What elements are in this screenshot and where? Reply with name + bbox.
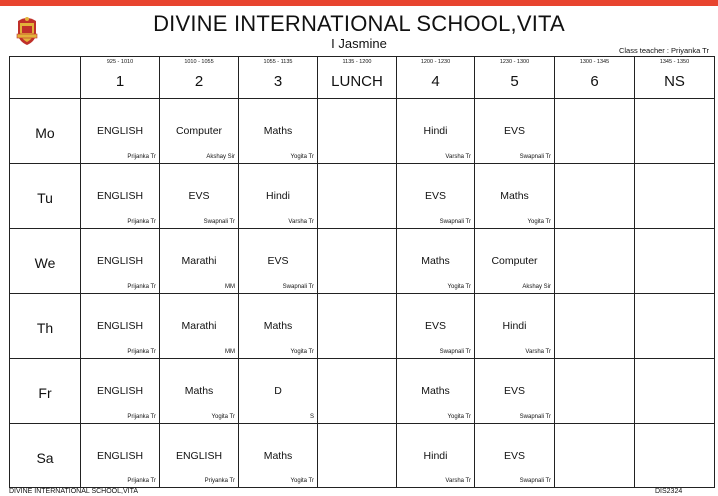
- timetable-cell: [239, 164, 318, 229]
- subject-label: Hindi: [266, 190, 290, 202]
- timetable-cell: [318, 424, 397, 488]
- timetable-cell: [635, 229, 715, 294]
- day-cell: [10, 99, 81, 164]
- teacher-label: Varsha Tr: [445, 478, 471, 484]
- teacher-label: Varsha Tr: [288, 219, 314, 225]
- timetable-cell: [397, 424, 475, 488]
- day-row: [10, 424, 715, 488]
- day-row: [10, 99, 715, 164]
- timetable-cell: [81, 99, 160, 164]
- period-time: 1010 - 1055: [184, 59, 214, 65]
- subject-label: EVS: [188, 190, 210, 202]
- timetable-cell: [239, 99, 318, 164]
- subject-label: Computer: [491, 255, 538, 267]
- period-label: 3: [273, 73, 283, 90]
- period-header: [635, 57, 715, 99]
- timetable-cell: [555, 164, 635, 229]
- subject-label: Maths: [184, 385, 214, 397]
- subject-label: EVS: [424, 320, 446, 332]
- teacher-label: Akshay Sir: [206, 154, 235, 160]
- teacher-label: Priyanka Tr: [204, 478, 235, 484]
- subject-label: EVS: [267, 255, 289, 267]
- timetable-cell: [555, 294, 635, 359]
- teacher-label: Yogita Tr: [290, 154, 314, 160]
- subject-label: Maths: [263, 450, 293, 462]
- day-label: Mo: [35, 125, 55, 141]
- timetable-cell: [81, 229, 160, 294]
- timetable-cell: [397, 359, 475, 424]
- day-row: [10, 294, 715, 359]
- subject-label: ENGLISH: [96, 450, 144, 462]
- period-label: 1: [115, 73, 125, 90]
- teacher-label: Prijanka Tr: [127, 284, 156, 290]
- timetable-cell: [81, 294, 160, 359]
- teacher-label: Prijanka Tr: [127, 414, 156, 420]
- timetable-cell: [318, 229, 397, 294]
- day-cell: [10, 294, 81, 359]
- subject-label: Computer: [175, 125, 223, 137]
- subject-label: Maths: [421, 385, 450, 397]
- teacher-label: Yogita Tr: [211, 414, 235, 420]
- timetable-cell: [635, 164, 715, 229]
- teacher-label: Varsha Tr: [445, 154, 471, 160]
- corner-cell: [10, 57, 81, 99]
- period-time: 1135 - 1200: [342, 59, 372, 65]
- timetable-cell: [160, 229, 239, 294]
- subject-label: ENGLISH: [96, 190, 144, 202]
- subject-label: Maths: [421, 255, 450, 267]
- timetable-cell: [475, 164, 555, 229]
- timetable-cell: [475, 359, 555, 424]
- teacher-label: Yogita Tr: [447, 284, 471, 290]
- day-cell: [10, 164, 81, 229]
- class-name: I Jasmine: [331, 36, 387, 51]
- timetable-cell: [160, 294, 239, 359]
- timetable-cell: [318, 294, 397, 359]
- subject-label: D: [274, 385, 282, 397]
- footer-code: DIS2324: [655, 488, 683, 495]
- timetable-cell: [397, 294, 475, 359]
- timetable-cell: [555, 99, 635, 164]
- timetable-cell: [635, 99, 715, 164]
- teacher-label: Swapnali Tr: [203, 219, 235, 225]
- timetable-cell: [81, 359, 160, 424]
- period-header: [555, 57, 635, 99]
- timetable-cell: [81, 164, 160, 229]
- teacher-label: Akshay Sir: [522, 284, 551, 290]
- timetable-cell: [160, 99, 239, 164]
- teacher-label: S: [309, 414, 314, 420]
- subject-label: ENGLISH: [96, 255, 144, 267]
- teacher-label: Swapnali Tr: [519, 478, 551, 484]
- timetable-cell: [239, 229, 318, 294]
- period-time: 1345 - 1350: [659, 59, 690, 65]
- period-time: 1300 - 1345: [579, 59, 610, 65]
- timetable-cell: [397, 99, 475, 164]
- period-label: 5: [510, 73, 519, 90]
- timetable-cell: [239, 359, 318, 424]
- period-header: [239, 57, 318, 99]
- subject-label: EVS: [503, 385, 525, 397]
- teacher-label: Prijanka Tr: [127, 219, 156, 225]
- period-time: 1055 - 1135: [263, 59, 293, 65]
- day-row: [10, 164, 715, 229]
- period-label: 6: [590, 73, 599, 90]
- teacher-label: Prijanka Tr: [127, 349, 156, 355]
- day-cell: [10, 229, 81, 294]
- timetable-cell: [81, 424, 160, 488]
- teacher-label: Yogita Tr: [290, 349, 314, 355]
- teacher-label: MM: [225, 349, 235, 355]
- subject-label: Maths: [263, 125, 293, 137]
- timetable-cell: [239, 294, 318, 359]
- day-row: [10, 359, 715, 424]
- period-time: 1200 - 1230: [420, 59, 451, 65]
- period-header: [81, 57, 160, 99]
- timetable-cell: [160, 424, 239, 488]
- period-header: [475, 57, 555, 99]
- teacher-label: Swapnali Tr: [439, 219, 471, 225]
- subject-label: Marathi: [181, 255, 217, 267]
- subject-label: ENGLISH: [96, 125, 144, 137]
- subject-label: ENGLISH: [175, 450, 223, 462]
- period-header: [318, 57, 397, 99]
- timetable-cell: [397, 229, 475, 294]
- day-cell: [10, 424, 81, 488]
- subject-label: Maths: [500, 190, 529, 202]
- period-time: 1230 - 1300: [499, 59, 530, 65]
- timetable-cell: [475, 294, 555, 359]
- subject-label: EVS: [424, 190, 446, 202]
- top-accent-bar: [0, 0, 718, 6]
- timetable-cell: [318, 99, 397, 164]
- timetable-cell: [239, 424, 318, 488]
- timetable-cell: [475, 229, 555, 294]
- day-label: Th: [36, 320, 54, 336]
- day-label: Tu: [37, 190, 53, 206]
- timetable-cell: [555, 359, 635, 424]
- timetable-cell: [475, 424, 555, 488]
- timetable-cell: [475, 99, 555, 164]
- period-time: 925 - 1010: [106, 59, 134, 65]
- teacher-label: Prijanka Tr: [127, 154, 156, 160]
- day-row: [10, 229, 715, 294]
- teacher-label: Swapnali Tr: [439, 349, 471, 355]
- period-label: LUNCH: [331, 73, 383, 90]
- timetable: [9, 56, 715, 488]
- school-title: DIVINE INTERNATIONAL SCHOOL,VITA: [153, 11, 565, 36]
- teacher-label: Yogita Tr: [290, 478, 314, 484]
- subject-label: EVS: [503, 450, 525, 462]
- subject-label: ENGLISH: [96, 385, 144, 397]
- teacher-label: Swapnali Tr: [519, 154, 551, 160]
- teacher-label: MM: [225, 284, 235, 290]
- day-label: We: [34, 255, 56, 271]
- teacher-label: Swapnali Tr: [282, 284, 314, 290]
- timetable-cell: [160, 359, 239, 424]
- period-label: NS: [664, 73, 685, 90]
- subject-label: Marathi: [181, 320, 217, 332]
- subject-label: Hindi: [423, 450, 448, 462]
- period-header: [160, 57, 239, 99]
- teacher-label: Yogita Tr: [447, 414, 471, 420]
- timetable-cell: [318, 359, 397, 424]
- timetable-cell: [635, 359, 715, 424]
- class-teacher-label: Class teacher : Priyanka Tr: [618, 46, 709, 55]
- header-row: [10, 57, 715, 99]
- subject-label: ENGLISH: [96, 320, 144, 332]
- timetable-cell: [635, 294, 715, 359]
- timetable-cell: [555, 424, 635, 488]
- day-cell: [10, 359, 81, 424]
- timetable-cell: [318, 164, 397, 229]
- teacher-label: Yogita Tr: [527, 219, 551, 225]
- subject-label: EVS: [503, 125, 525, 137]
- timetable-cell: [555, 229, 635, 294]
- timetable-cell: [635, 424, 715, 488]
- subject-label: Hindi: [423, 125, 448, 137]
- timetable-cell: [160, 164, 239, 229]
- period-label: 4: [431, 73, 440, 90]
- teacher-label: Prijanka Tr: [127, 478, 156, 484]
- day-label: Sa: [36, 450, 54, 466]
- period-label: 2: [194, 73, 204, 90]
- subject-label: Maths: [263, 320, 293, 332]
- subject-label: Hindi: [502, 320, 527, 332]
- teacher-label: Varsha Tr: [525, 349, 551, 355]
- day-label: Fr: [38, 385, 52, 401]
- timetable-cell: [397, 164, 475, 229]
- period-header: [397, 57, 475, 99]
- teacher-label: Swapnali Tr: [519, 414, 551, 420]
- footer-school-name: DIVINE INTERNATIONAL SCHOOL,VITA: [9, 488, 139, 495]
